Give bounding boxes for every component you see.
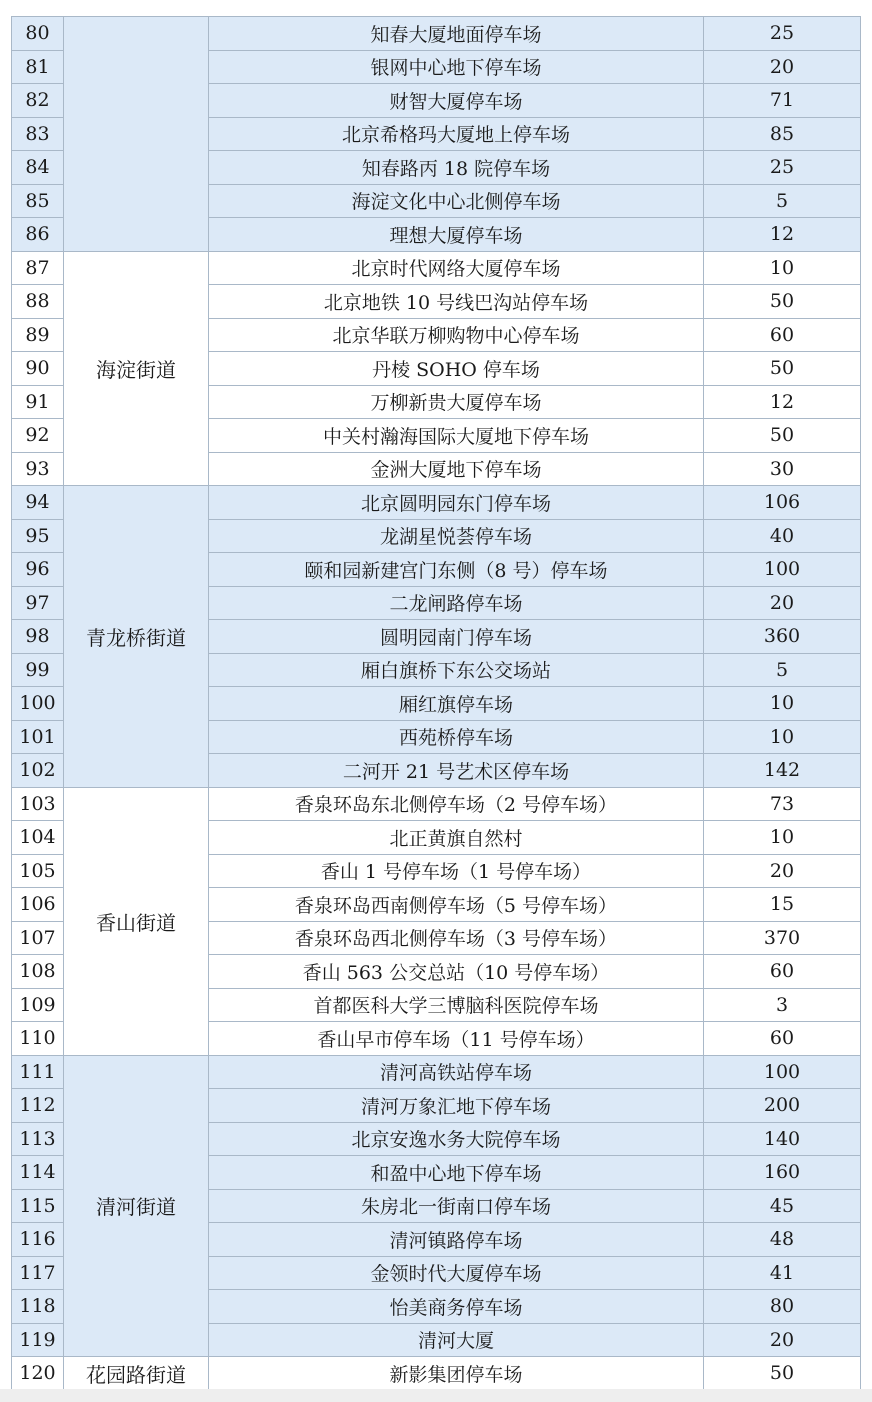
parking-lot-name-cell: 清河镇路停车场 — [209, 1223, 704, 1257]
street-cell — [64, 17, 209, 252]
parking-lot-name-cell: 和盈中心地下停车场 — [209, 1156, 704, 1190]
parking-spaces-cell: 80 — [704, 1290, 861, 1324]
row-number-cell: 109 — [12, 988, 64, 1022]
parking-lot-name-cell: 清河高铁站停车场 — [209, 1055, 704, 1089]
parking-spaces-cell: 106 — [704, 486, 861, 520]
row-number-cell: 107 — [12, 921, 64, 955]
parking-lot-name-cell: 二龙闸路停车场 — [209, 586, 704, 620]
row-number-cell: 113 — [12, 1122, 64, 1156]
row-number-cell: 117 — [12, 1256, 64, 1290]
row-number-cell: 86 — [12, 218, 64, 252]
parking-spaces-cell: 25 — [704, 151, 861, 185]
parking-lot-name-cell: 香泉环岛西南侧停车场（5 号停车场） — [209, 888, 704, 922]
table-row — [12, 486, 861, 520]
parking-spaces-cell: 10 — [704, 251, 861, 285]
parking-lot-name-cell: 龙湖星悦荟停车场 — [209, 519, 704, 553]
row-number-cell: 110 — [12, 1022, 64, 1056]
table-row — [12, 17, 861, 51]
parking-spaces-cell: 60 — [704, 955, 861, 989]
row-number-cell: 95 — [12, 519, 64, 553]
parking-lot-name-cell: 香泉环岛东北侧停车场（2 号停车场） — [209, 787, 704, 821]
parking-spaces-cell: 20 — [704, 1323, 861, 1357]
parking-lot-name-cell: 首都医科大学三博脑科医院停车场 — [209, 988, 704, 1022]
parking-spaces-cell: 360 — [704, 620, 861, 654]
row-number-cell: 119 — [12, 1323, 64, 1357]
row-number-cell: 87 — [12, 251, 64, 285]
row-number-cell: 85 — [12, 184, 64, 218]
row-number-cell: 101 — [12, 720, 64, 754]
row-number-cell: 96 — [12, 553, 64, 587]
row-number-cell: 99 — [12, 653, 64, 687]
parking-spaces-cell: 5 — [704, 653, 861, 687]
row-number-cell: 112 — [12, 1089, 64, 1123]
row-number-cell: 90 — [12, 352, 64, 386]
table-row — [12, 787, 861, 821]
parking-lot-name-cell: 西苑桥停车场 — [209, 720, 704, 754]
parking-spaces-cell: 40 — [704, 519, 861, 553]
row-number-cell: 118 — [12, 1290, 64, 1324]
parking-lot-name-cell: 香泉环岛西北侧停车场（3 号停车场） — [209, 921, 704, 955]
parking-lot-name-cell: 北京安逸水务大院停车场 — [209, 1122, 704, 1156]
row-number-cell: 84 — [12, 151, 64, 185]
row-number-cell: 106 — [12, 888, 64, 922]
row-number-cell: 104 — [12, 821, 64, 855]
parking-spaces-cell: 60 — [704, 318, 861, 352]
table-row — [12, 1055, 861, 1089]
parking-spaces-cell: 5 — [704, 184, 861, 218]
parking-lot-name-cell: 中关村瀚海国际大厦地下停车场 — [209, 419, 704, 453]
parking-spaces-cell: 50 — [704, 419, 861, 453]
street-cell: 香山街道 — [64, 787, 209, 1055]
parking-lot-name-cell: 厢红旗停车场 — [209, 687, 704, 721]
parking-lot-name-cell: 金洲大厦地下停车场 — [209, 452, 704, 486]
row-number-cell: 91 — [12, 385, 64, 419]
parking-lot-name-cell: 北京希格玛大厦地上停车场 — [209, 117, 704, 151]
parking-spaces-cell: 41 — [704, 1256, 861, 1290]
parking-spaces-cell: 12 — [704, 218, 861, 252]
row-number-cell: 105 — [12, 854, 64, 888]
parking-lot-name-cell: 朱房北一街南口停车场 — [209, 1189, 704, 1223]
row-number-cell: 97 — [12, 586, 64, 620]
parking-lot-name-cell: 海淀文化中心北侧停车场 — [209, 184, 704, 218]
row-number-cell: 116 — [12, 1223, 64, 1257]
parking-spaces-cell: 48 — [704, 1223, 861, 1257]
row-number-cell: 102 — [12, 754, 64, 788]
parking-spaces-cell: 15 — [704, 888, 861, 922]
parking-spaces-cell: 100 — [704, 1055, 861, 1089]
parking-lot-name-cell: 厢白旗桥下东公交场站 — [209, 653, 704, 687]
parking-spaces-cell: 20 — [704, 854, 861, 888]
parking-spaces-cell: 10 — [704, 821, 861, 855]
row-number-cell: 108 — [12, 955, 64, 989]
parking-lot-name-cell: 圆明园南门停车场 — [209, 620, 704, 654]
parking-lot-name-cell: 银网中心地下停车场 — [209, 50, 704, 84]
parking-spaces-cell: 20 — [704, 586, 861, 620]
parking-spaces-cell: 45 — [704, 1189, 861, 1223]
parking-spaces-cell: 100 — [704, 553, 861, 587]
table-row — [12, 251, 861, 285]
row-number-cell: 93 — [12, 452, 64, 486]
parking-lot-name-cell: 知春大厦地面停车场 — [209, 17, 704, 51]
parking-lot-name-cell: 丹棱 SOHO 停车场 — [209, 352, 704, 386]
row-number-cell: 83 — [12, 117, 64, 151]
parking-lot-name-cell: 怡美商务停车场 — [209, 1290, 704, 1324]
row-number-cell: 81 — [12, 50, 64, 84]
parking-lot-name-cell: 颐和园新建宫门东侧（8 号）停车场 — [209, 553, 704, 587]
parking-spaces-cell: 50 — [704, 285, 861, 319]
parking-lot-name-cell: 香山 1 号停车场（1 号停车场） — [209, 854, 704, 888]
row-number-cell: 89 — [12, 318, 64, 352]
parking-spaces-cell: 3 — [704, 988, 861, 1022]
row-number-cell: 103 — [12, 787, 64, 821]
parking-lot-name-cell: 北京华联万柳购物中心停车场 — [209, 318, 704, 352]
table-body — [12, 17, 861, 1391]
parking-spaces-cell: 142 — [704, 754, 861, 788]
parking-spaces-cell: 160 — [704, 1156, 861, 1190]
parking-spaces-cell: 73 — [704, 787, 861, 821]
parking-lot-name-cell: 财智大厦停车场 — [209, 84, 704, 118]
parking-spaces-cell: 20 — [704, 50, 861, 84]
parking-spaces-cell: 200 — [704, 1089, 861, 1123]
row-number-cell: 115 — [12, 1189, 64, 1223]
parking-spaces-cell: 10 — [704, 687, 861, 721]
parking-lot-name-cell: 知春路丙 18 院停车场 — [209, 151, 704, 185]
parking-lot-name-cell: 二河开 21 号艺术区停车场 — [209, 754, 704, 788]
row-number-cell: 100 — [12, 687, 64, 721]
parking-lot-name-cell: 新影集团停车场 — [209, 1357, 704, 1391]
row-number-cell: 88 — [12, 285, 64, 319]
parking-lot-table — [11, 16, 861, 1391]
parking-lot-name-cell: 北京时代网络大厦停车场 — [209, 251, 704, 285]
street-cell: 青龙桥街道 — [64, 486, 209, 788]
row-number-cell: 120 — [12, 1357, 64, 1391]
parking-lot-name-cell: 香山 563 公交总站（10 号停车场） — [209, 955, 704, 989]
parking-lot-name-cell: 清河万象汇地下停车场 — [209, 1089, 704, 1123]
parking-spaces-cell: 10 — [704, 720, 861, 754]
parking-spaces-cell: 71 — [704, 84, 861, 118]
parking-spaces-cell: 85 — [704, 117, 861, 151]
row-number-cell: 114 — [12, 1156, 64, 1190]
parking-spaces-cell: 60 — [704, 1022, 861, 1056]
parking-spaces-cell: 50 — [704, 352, 861, 386]
parking-lot-name-cell: 香山早市停车场（11 号停车场） — [209, 1022, 704, 1056]
row-number-cell: 94 — [12, 486, 64, 520]
parking-spaces-cell: 50 — [704, 1357, 861, 1391]
street-cell: 海淀街道 — [64, 251, 209, 486]
parking-spaces-cell: 30 — [704, 452, 861, 486]
parking-spaces-cell: 12 — [704, 385, 861, 419]
row-number-cell: 98 — [12, 620, 64, 654]
parking-spaces-cell: 25 — [704, 17, 861, 51]
table-row — [12, 1357, 861, 1391]
row-number-cell: 111 — [12, 1055, 64, 1089]
parking-spaces-cell: 370 — [704, 921, 861, 955]
page-bottom-edge — [0, 1389, 872, 1402]
row-number-cell: 82 — [12, 84, 64, 118]
street-cell: 清河街道 — [64, 1055, 209, 1357]
parking-lot-name-cell: 北正黄旗自然村 — [209, 821, 704, 855]
parking-lot-name-cell: 金领时代大厦停车场 — [209, 1256, 704, 1290]
parking-spaces-cell: 140 — [704, 1122, 861, 1156]
parking-lot-name-cell: 理想大厦停车场 — [209, 218, 704, 252]
street-cell: 花园路街道 — [64, 1357, 209, 1391]
row-number-cell: 80 — [12, 17, 64, 51]
row-number-cell: 92 — [12, 419, 64, 453]
parking-lot-name-cell: 北京地铁 10 号线巴沟站停车场 — [209, 285, 704, 319]
parking-lot-name-cell: 清河大厦 — [209, 1323, 704, 1357]
parking-lot-name-cell: 万柳新贵大厦停车场 — [209, 385, 704, 419]
parking-lot-name-cell: 北京圆明园东门停车场 — [209, 486, 704, 520]
